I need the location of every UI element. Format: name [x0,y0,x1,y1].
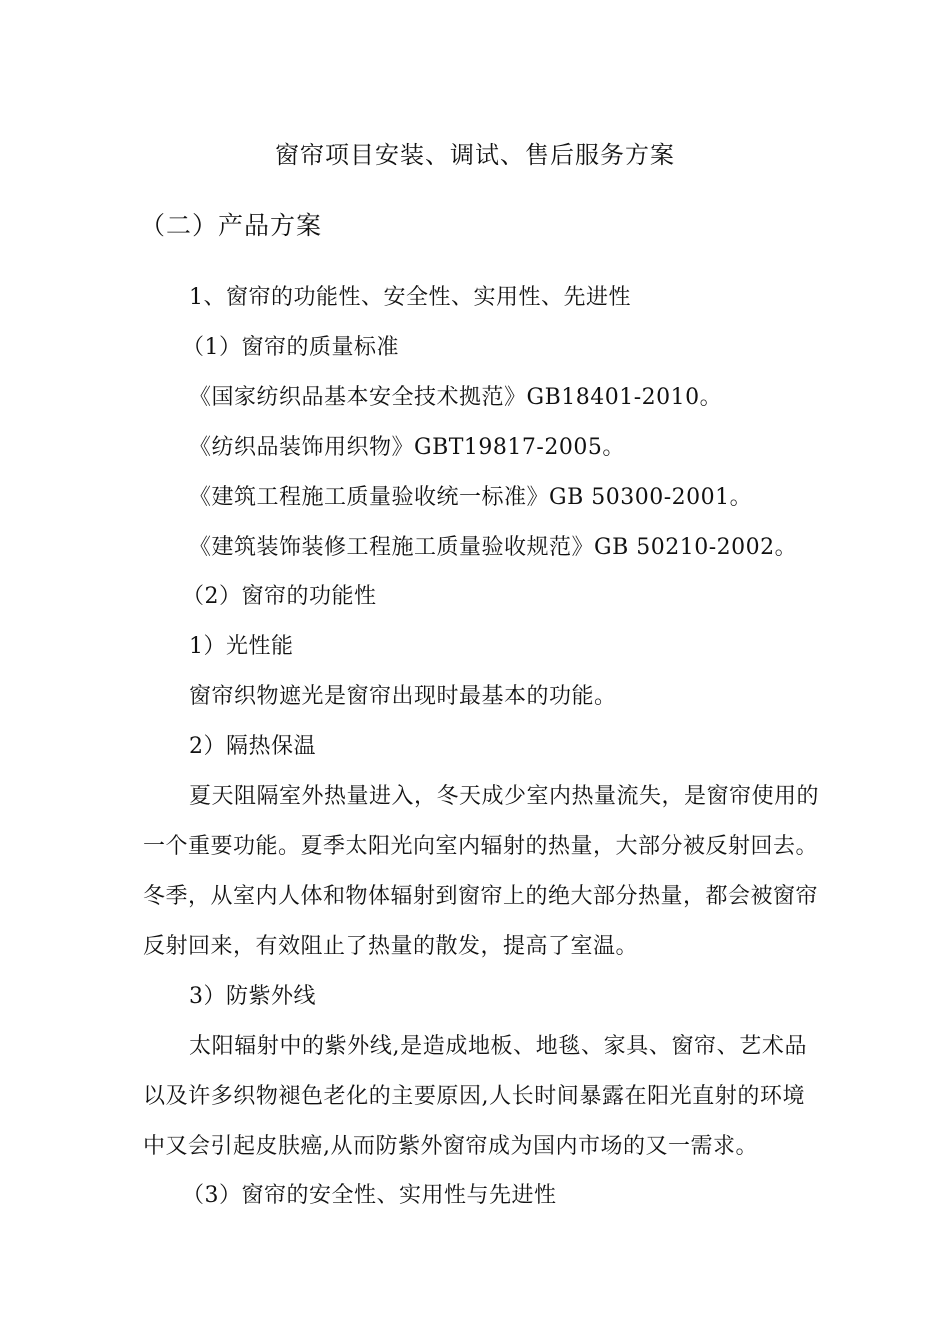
paragraph-line: 夏天阻隔室外热量进入，冬天成少室内热量流失，是窗帘使用的 [189,784,820,809]
heading-functionality: 1、窗帘的功能性、安全性、实用性、先进性 [189,285,631,310]
standard-item: 《国家纺织品基本安全技术拠范》GB18401-2010。 [189,385,723,410]
paragraph-line: 中又会引起皮肤癌,从而防紫外窗帘成为国内市场的又一需求。 [143,1134,758,1159]
standard-item: 《纺织品装饰用织物》GBT19817-2005。 [189,435,625,460]
subheading-quality-standards: （1）窗帘的质量标准 [182,335,399,360]
item-title-uv: 3）防紫外线 [189,984,316,1009]
document-title: 窗帘项目安装、调试、售后服务方案 [275,141,675,169]
subheading-functionality: （2）窗帘的功能性 [182,584,377,609]
paragraph-line: 一个重要功能。夏季太阳光向室内辐射的热量，大部分被反射回去。 [143,834,819,859]
item-title-light: 1）光性能 [189,634,294,659]
standard-item: 《建筑装饰装修工程施工质量验收规范》GB 50210-2002。 [189,535,798,560]
paragraph-line: 反射回来，有效阻止了热量的散发，提高了室温。 [143,934,639,959]
paragraph-line: 太阳辐射中的紫外线,是造成地板、地毯、家具、窗帘、艺术品 [189,1034,807,1059]
standard-item: 《建筑工程施工质量验收统一标准》GB 50300-2001。 [189,485,753,510]
paragraph-line: 以及许多织物褪色老化的主要原因,人长时间暴露在阳光直射的环境 [143,1084,805,1109]
subheading-safety: （3）窗帘的安全性、实用性与先进性 [182,1183,557,1208]
section-heading: （二）产品方案 [140,211,323,240]
item-title-insulation: 2）隔热保温 [189,734,316,759]
item-text-light: 窗帘织物遮光是窗帘出现时最基本的功能。 [189,684,617,709]
paragraph-line: 冬季，从室内人体和物体辐射到窗帘上的绝大部分热量，都会被窗帘 [143,884,819,909]
